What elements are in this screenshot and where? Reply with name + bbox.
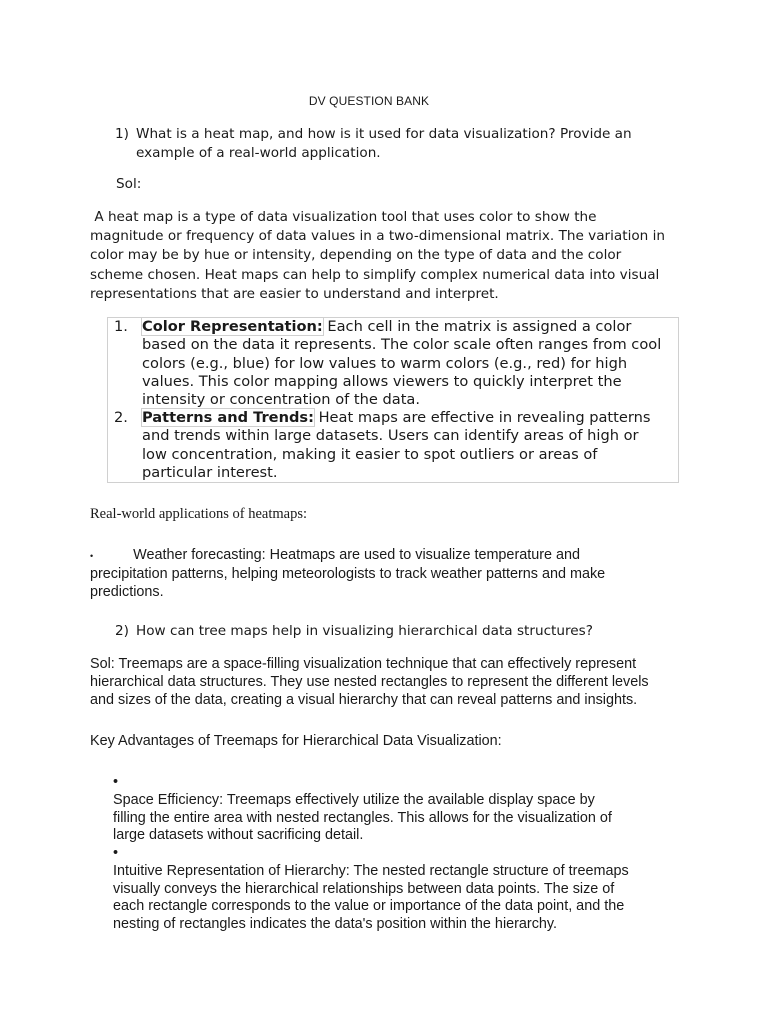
question-2-text: How can tree maps help in visualizing hierarchical data structures? bbox=[136, 623, 593, 639]
weather-text: Weather forecasting: Heatmaps are used to visualize temperature and bbox=[133, 547, 581, 563]
feature-text: particular interest. bbox=[142, 463, 278, 481]
advantage-text: filling the entire area with nested rectangles. This allows for the visualization of bbox=[113, 809, 612, 826]
document-title: DV QUESTION BANK bbox=[308, 94, 430, 108]
feature-item bbox=[114, 409, 684, 483]
applications-heading: Real-world applications of heatmaps: bbox=[90, 506, 308, 522]
advantage-text: visually conveys the hierarchical relationships between data points. The size of bbox=[113, 880, 615, 897]
paragraph-line: hierarchical data structures. They use nested rectangles to represent the different levels bbox=[90, 673, 649, 690]
question-1 bbox=[115, 125, 715, 165]
bullet-icon: • bbox=[113, 774, 119, 790]
weather-text: precipitation patterns, helping meteorologists to track weather patterns and make bbox=[90, 565, 606, 582]
question-2 bbox=[115, 622, 715, 642]
question-1-line: example of a real-world application. bbox=[136, 145, 381, 161]
feature-text: intensity or concentration of the data. bbox=[142, 391, 420, 409]
paragraph-line: representations that are easier to understand and interpret. bbox=[90, 285, 499, 302]
feature-text: and trends within large datasets. Users can identify areas of high or bbox=[142, 427, 639, 445]
feature-text: low concentration, making it easier to spot outliers or areas of bbox=[142, 445, 598, 463]
feature-item bbox=[114, 318, 684, 410]
feature-term: Color Representation: bbox=[142, 318, 323, 335]
advantage-text: large datasets without sacrificing detail. bbox=[113, 827, 364, 844]
advantage-item bbox=[113, 845, 688, 933]
bullet-icon: • bbox=[113, 845, 119, 861]
weather-text: predictions. bbox=[90, 583, 164, 600]
paragraph-line: Sol: Treemaps are a space-filling visualization technique that can effectively represent bbox=[90, 656, 637, 672]
paragraph-line: scheme chosen. Heat maps can help to simplify complex numerical data into visual bbox=[90, 266, 660, 283]
advantage-item bbox=[113, 774, 688, 844]
advantage-text: each rectangle corresponds to the value or importance of the data point, and the bbox=[113, 898, 625, 915]
feature-text: based on the data it represents. The color scale often ranges from cool bbox=[142, 336, 662, 354]
question-1-line: What is a heat map, and how is it used for data visualization? Provide an bbox=[136, 126, 632, 142]
feature-text: values. This color mapping allows viewers to quickly interpret the bbox=[142, 372, 622, 390]
paragraph-line: and sizes of the data, creating a visual hierarchy that can reveal patterns and insights. bbox=[90, 691, 638, 708]
sol2-paragraph bbox=[90, 656, 740, 709]
feature-number: 1. bbox=[114, 318, 128, 335]
paragraph-line: A heat map is a type of data visualization tool that uses color to show the bbox=[90, 209, 597, 225]
question-number: 1) bbox=[115, 126, 129, 142]
advantage-text: nesting of rectangles indicates the data's position within the hierarchy. bbox=[113, 916, 558, 933]
sol-label: Sol: bbox=[116, 176, 142, 192]
paragraph-line: color may be by hue or intensity, depending on the type of data and the color bbox=[90, 247, 622, 264]
weather-bullet-item bbox=[90, 547, 730, 601]
feature-text: Each cell in the matrix is assigned a color bbox=[322, 318, 632, 335]
advantage-text: Space Efficiency: Treemaps effectively utilize the available display space by bbox=[113, 791, 595, 808]
feature-text: Heat maps are effective in revealing patterns bbox=[313, 409, 651, 426]
feature-term: Patterns and Trends: bbox=[142, 409, 314, 426]
advantages-heading: Key Advantages of Treemaps for Hierarchical Data Visualization: bbox=[90, 733, 502, 749]
feature-number: 2. bbox=[114, 409, 128, 426]
intro-paragraph bbox=[90, 208, 730, 304]
advantage-text: Intuitive Representation of Hierarchy: The nested rectangle structure of treemaps bbox=[113, 862, 629, 879]
bullet-icon: • bbox=[90, 551, 94, 561]
feature-text: colors (e.g., blue) for low values to warm colors (e.g., red) for high bbox=[142, 354, 628, 372]
question-number: 2) bbox=[115, 623, 129, 639]
paragraph-line: magnitude or frequency of data values in a two-dimensional matrix. The variation in bbox=[90, 228, 665, 245]
